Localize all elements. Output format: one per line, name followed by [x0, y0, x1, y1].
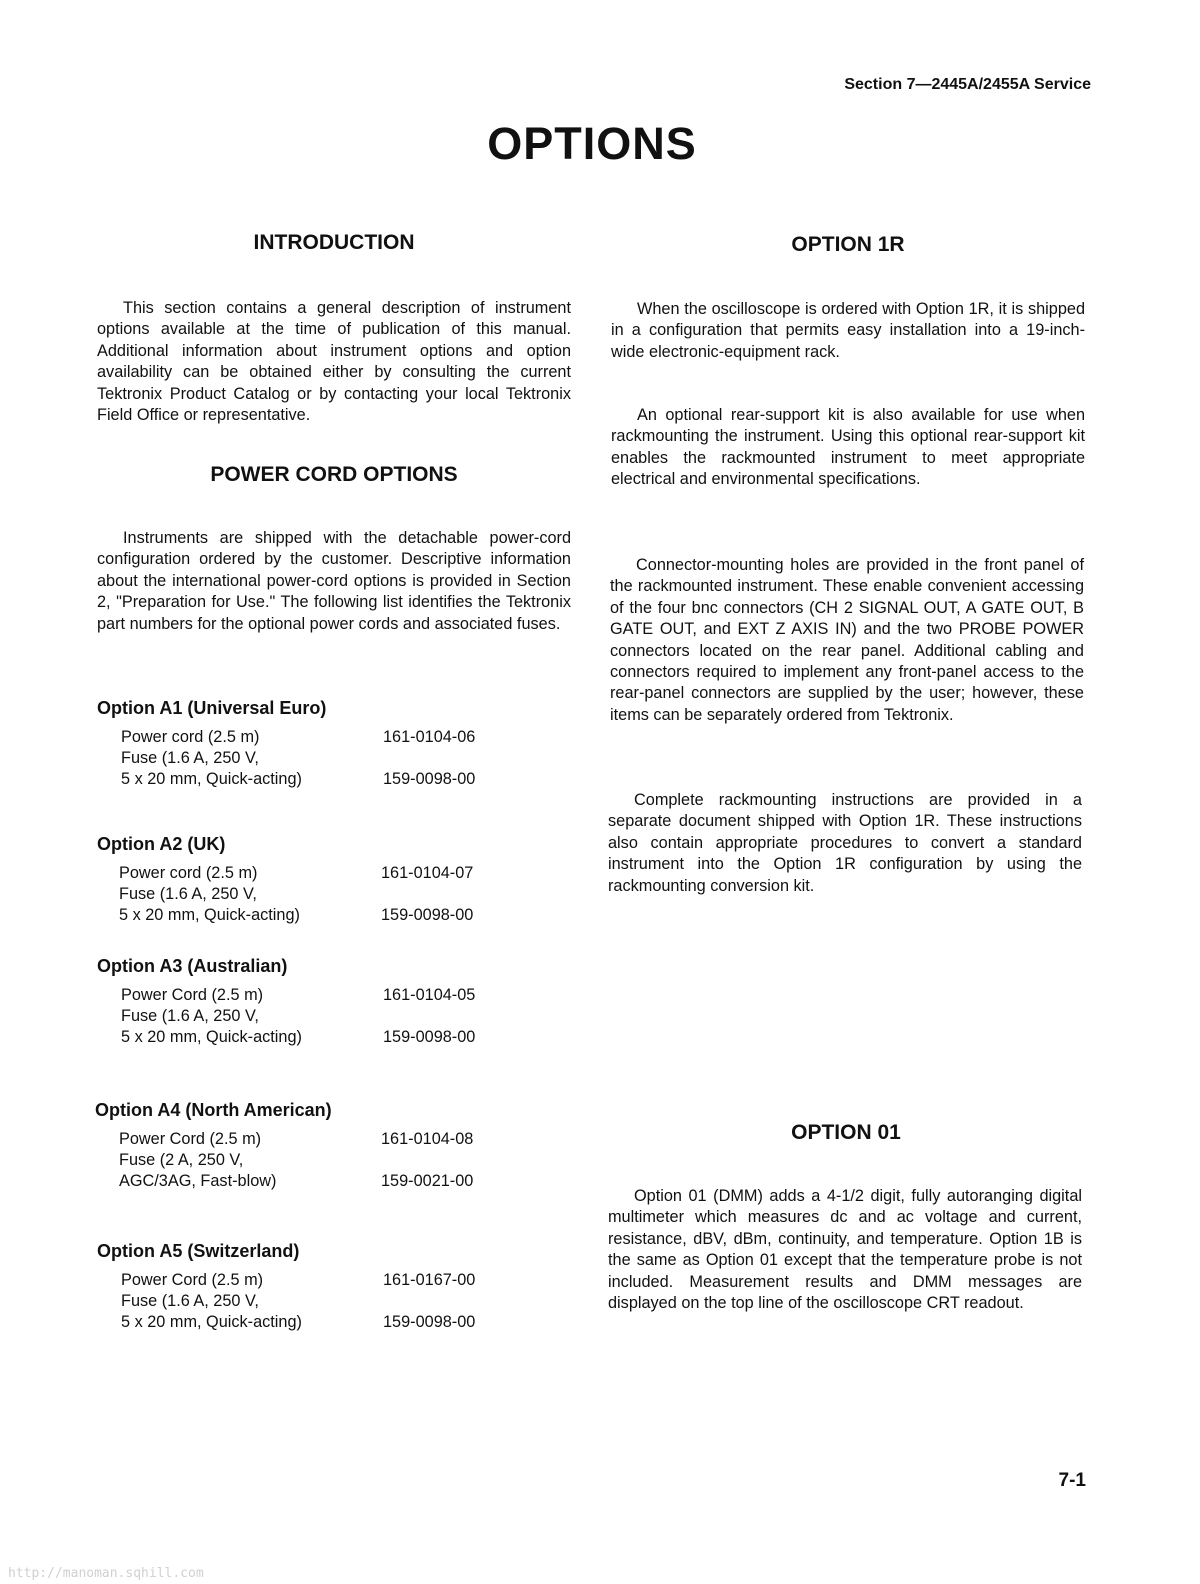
option-a1-cord-label: Power cord (2.5 m)	[121, 728, 260, 746]
option-a4-heading: Option A4 (North American)	[95, 1100, 332, 1120]
page-number: 7-1	[1058, 1470, 1086, 1491]
watermark-url: http://manoman.sqhill.com	[8, 1566, 204, 1581]
option-a1-heading: Option A1 (Universal Euro)	[97, 698, 327, 718]
option-a4-fuse-line1: Fuse (2 A, 250 V,	[119, 1151, 244, 1169]
option-a4-fuse-line2: AGC/3AG, Fast-blow)	[119, 1172, 277, 1190]
option-a3-cord-part: 161-0104-05	[383, 986, 476, 1004]
option-a4-cord-part: 161-0104-08	[381, 1130, 474, 1148]
option-a2-cord-part: 161-0104-07	[381, 864, 474, 882]
power-cord-paragraph: Instruments are shipped with the detachable power-cord configuration ordered by the customer. Descriptive information about the international power-cord options is provided in Section 2, "Preparation for Use." The following list identifies the Tektronix part numbers for the optional power cords and associated fuses.	[97, 529, 571, 633]
option-a2-fuse-line1: Fuse (1.6 A, 250 V,	[119, 885, 257, 903]
option-a3-fuse-part: 159-0098-00	[383, 1028, 476, 1046]
option-a1-fuse-line2: 5 x 20 mm, Quick-acting)	[121, 770, 302, 788]
option-a3-fuse-line1: Fuse (1.6 A, 250 V,	[121, 1007, 259, 1025]
intro-paragraph: This section contains a general description of instrument options available at the time of publication of this manual. Additional information about instrument options and option availability can be obtained either by consulting the current Tektronix Product Catalog or by contacting your local Tektronix Field Office or representative.	[97, 299, 571, 425]
heading-option-01: OPTION 01	[791, 1121, 901, 1144]
option-a1-cord-part: 161-0104-06	[383, 728, 476, 746]
option-a1-fuse-part: 159-0098-00	[383, 770, 476, 788]
section-header: Section 7—2445A/2455A Service	[844, 76, 1091, 93]
option-a4-cord-label: Power Cord (2.5 m)	[119, 1130, 262, 1148]
option-1r-paragraph-4: Complete rackmounting instructions are provided in a separate document shipped with Option 1R. These instructions also contain appropriate procedures to convert a standard instrument into the Option 1R configuration by using the rackmounting conversion kit.	[608, 791, 1082, 895]
option-a3-fuse-line2: 5 x 20 mm, Quick-acting)	[121, 1028, 302, 1046]
option-a4-block	[95, 1100, 575, 1215]
option-a2-heading: Option A2 (UK)	[97, 834, 226, 854]
option-a3-cord-label: Power Cord (2.5 m)	[121, 986, 264, 1004]
option-a1-fuse-line1: Fuse (1.6 A, 250 V,	[121, 749, 259, 767]
option-a5-cord-label: Power Cord (2.5 m)	[121, 1271, 264, 1289]
option-1r-paragraph-1: When the oscilloscope is ordered with Option 1R, it is shipped in a configuration that permits easy installation into a 19-inch-wide electronic-equipment rack.	[611, 300, 1085, 361]
option-a2-block	[97, 834, 577, 949]
option-a5-block	[97, 1241, 577, 1356]
option-1r-paragraph-3: Connector-mounting holes are provided in the front panel of the rackmounted instrument. These enable convenient accessing of the four bnc connectors (CH 2 SIGNAL OUT, A GATE OUT, B GATE OUT, and EXT Z AXIS IN) and the two PROBE POWER connectors located on the rear panel. Additional cabling and connectors required to implement any front-panel access to the rear-panel connectors are supplied by the user; however, these items can be separately ordered from Tektronix.	[610, 556, 1084, 724]
heading-option-1r: OPTION 1R	[791, 233, 905, 256]
option-01-paragraph: Option 01 (DMM) adds a 4-1/2 digit, fully autoranging digital multimeter which measures dc and ac voltage and current, resistance, dBV, dBm, continuity, and temperature. Option 1B is the same as Option 01 except that the temperature probe is not included. Measurement results and DMM messages are displayed on the top line of the oscilloscope CRT readout.	[608, 1187, 1082, 1313]
option-a3-heading: Option A3 (Australian)	[97, 956, 288, 976]
heading-power-cord-options: POWER CORD OPTIONS	[210, 463, 458, 486]
option-a2-fuse-part: 159-0098-00	[381, 906, 474, 924]
option-a5-fuse-line1: Fuse (1.6 A, 250 V,	[121, 1292, 259, 1310]
option-a5-fuse-line2: 5 x 20 mm, Quick-acting)	[121, 1313, 302, 1331]
option-a2-cord-label: Power cord (2.5 m)	[119, 864, 258, 882]
option-a5-fuse-part: 159-0098-00	[383, 1313, 476, 1331]
option-1r-paragraph-2: An optional rear-support kit is also available for use when rackmounting the instrument. Using this optional rear-support kit enables the rackmounted instrument to meet appropriate electrical and environmental specifications.	[611, 406, 1085, 489]
page-title: OPTIONS	[487, 118, 697, 169]
option-a5-heading: Option A5 (Switzerland)	[97, 1241, 300, 1261]
option-a5-cord-part: 161-0167-00	[383, 1271, 476, 1289]
option-a4-fuse-part: 159-0021-00	[381, 1172, 474, 1190]
option-a1-block	[97, 698, 577, 813]
option-a2-fuse-line2: 5 x 20 mm, Quick-acting)	[119, 906, 300, 924]
option-a3-block	[97, 956, 577, 1071]
heading-introduction: INTRODUCTION	[253, 231, 415, 254]
